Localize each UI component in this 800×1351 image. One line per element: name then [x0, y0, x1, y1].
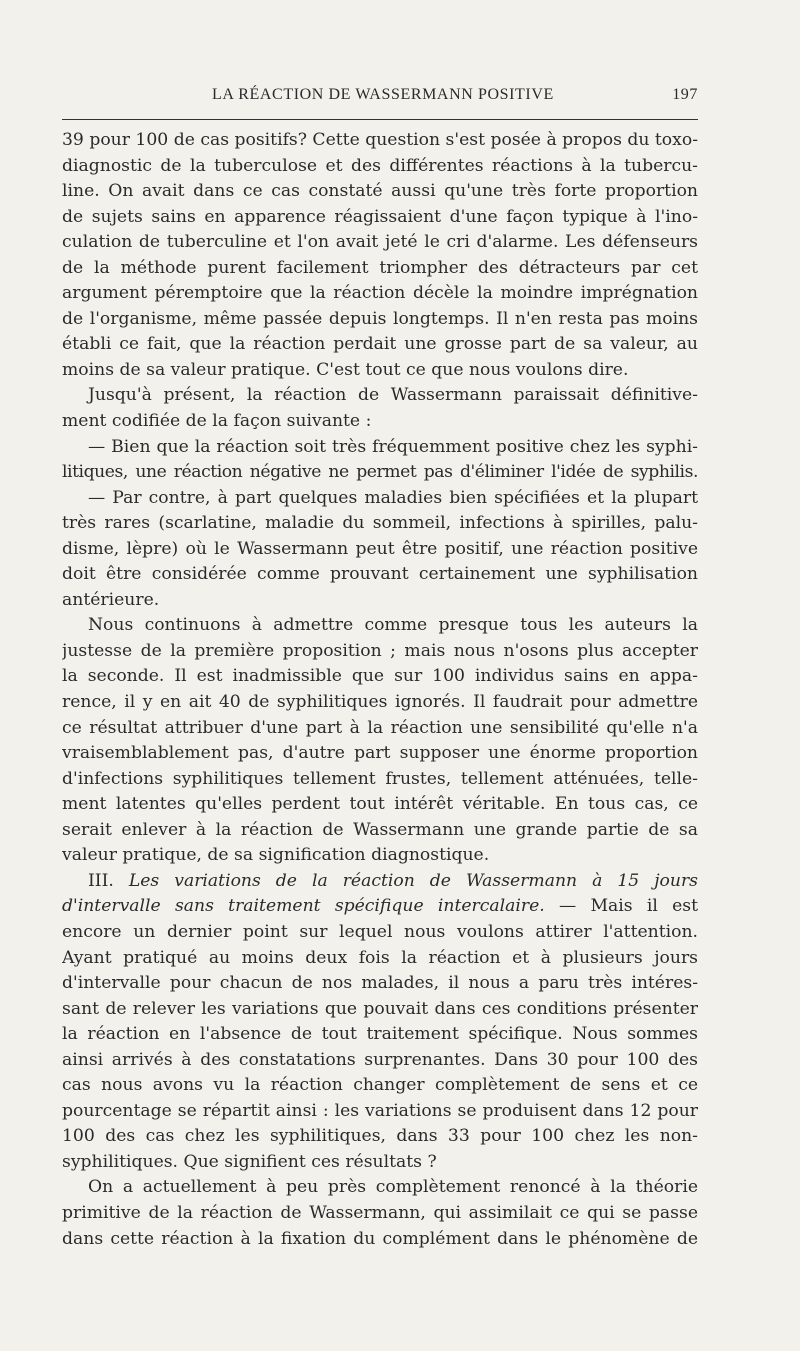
text-line: ce résultat attribuer d'une part à la réaction une sensibilité qu'elle n'a: [62, 717, 698, 738]
section-heading-line-2: [62, 894, 698, 920]
section-heading-tail: — Mais il est: [559, 896, 698, 917]
text-line: — Par contre, à part quelques maladies bien spécifiées et la plupart: [88, 487, 698, 508]
text-line: encore un dernier point sur lequel nous voulons attirer l'attention.: [62, 921, 698, 942]
text-line: dans cette réaction à la fixation du complément dans le phénomène de: [62, 1228, 698, 1249]
text-line: 100 des cas chez les syphilitiques, dans 33 pour 100 chez les non-: [62, 1126, 698, 1147]
text-line: très rares (scarlatine, maladie du sommeil, infections à spirilles, palu-: [62, 513, 698, 534]
text-line: rence, il y en ait 40 de syphilitiques ignorés. Il faudrait pour admettre: [62, 692, 698, 713]
text-line: — Bien que la réaction soit très fréquemment positive chez les syphi-: [88, 436, 698, 457]
text-line: justesse de la première proposition ; mais nous n'osons plus accepter: [62, 640, 698, 661]
text-line: vraisemblablement pas, d'autre part supposer une énorme proportion: [62, 743, 698, 764]
running-header: [62, 86, 698, 106]
section-title-part-2: d'intervalle sans traitement spécifique intercalaire.: [62, 896, 545, 917]
text-line: Jusqu'à présent, la réaction de Wassermann paraissait définitive-: [88, 385, 698, 406]
text-line: ainsi arrivés à des constatations surprenantes. Dans 30 pour 100 des: [62, 1049, 698, 1070]
text-line: d'infections syphilitiques tellement frustes, tellement atténuées, telle-: [62, 768, 698, 789]
section-number: III.: [88, 870, 114, 891]
text-line: d'intervalle pour chacun de nos malades, il nous a paru très intéres-: [62, 973, 698, 994]
text-line: pourcentage se répartit ainsi : les variations se produisent dans 12 pour: [62, 1100, 698, 1121]
text-line: culation de tuberculine et l'on avait jeté le cri d'alarme. Les défenseurs: [62, 232, 698, 253]
text-line: litiques, une réaction négative ne permet pas d'éliminer l'idée de syphilis.: [62, 462, 698, 483]
text-line: Nous continuons à admettre comme presque tous les auteurs la: [88, 615, 698, 636]
text-line: On a actuellement à peu près complètement renoncé à la théorie: [88, 1177, 698, 1198]
text-line: sant de relever les variations que pouvait dans ces conditions présenter: [62, 998, 698, 1019]
section-heading-line-1: [62, 869, 698, 895]
text-line: de sujets sains en apparence réagissaient d'une façon typique à l'ino-: [62, 206, 698, 227]
page-number: 197: [672, 86, 698, 103]
text-line: line. On avait dans ce cas constaté aussi qu'une très forte proportion: [62, 181, 698, 202]
text-line: cas nous avons vu la réaction changer complètement de sens et ce: [62, 1075, 698, 1096]
text-line: argument péremptoire que la réaction décèle la moindre imprégnation: [62, 283, 698, 304]
text-line: de la méthode purent facilement triompher des détracteurs par cet: [62, 257, 698, 278]
text-line: syphilitiques. Que signifient ces résultats ?: [62, 1151, 437, 1172]
text-line: serait enlever à la réaction de Wassermann une grande partie de sa: [62, 819, 698, 840]
text-line: valeur pratique, de sa signification diagnostique.: [62, 845, 490, 866]
text-line: disme, lèpre) où le Wassermann peut être positif, une réaction positive: [62, 538, 698, 559]
text-line: établi ce fait, que la réaction perdait une grosse part de sa valeur, au: [62, 334, 698, 355]
body-text: [62, 128, 698, 1252]
text-line: ment codifiée de la façon suivante :: [62, 411, 372, 432]
text-line: Ayant pratiqué au moins deux fois la réaction et à plusieurs jours: [62, 947, 698, 968]
text-line: primitive de la réaction de Wassermann, qui assimilait ce qui se passe: [62, 1202, 698, 1223]
text-line: la réaction en l'absence de tout traitement spécifique. Nous sommes: [62, 1024, 698, 1045]
text-line: de l'organisme, même passée depuis longtemps. Il n'en resta pas moins: [62, 308, 698, 329]
text-line: diagnostic de la tuberculose et des différentes réactions à la tubercu-: [62, 155, 698, 176]
header-rule: [62, 119, 698, 120]
text-line: moins de sa valeur pratique. C'est tout ce que nous voulons dire.: [62, 359, 629, 380]
text-line: 39 pour 100 de cas positifs? Cette question s'est posée à propos du toxo-: [62, 130, 698, 150]
running-title: LA RÉACTION DE WASSERMANN POSITIVE: [212, 86, 554, 103]
text-line: doit être considérée comme prouvant certainement une syphilisation: [62, 564, 698, 585]
text-line: ment latentes qu'elles perdent tout intérêt véritable. En tous cas, ce: [62, 794, 698, 815]
section-title-part-1: Les variations de la réaction de Wassermann à 15 jours: [128, 870, 698, 891]
text-line: la seconde. Il est inadmissible que sur 100 individus sains en appa-: [62, 666, 698, 687]
text-line: antérieure.: [62, 589, 160, 610]
